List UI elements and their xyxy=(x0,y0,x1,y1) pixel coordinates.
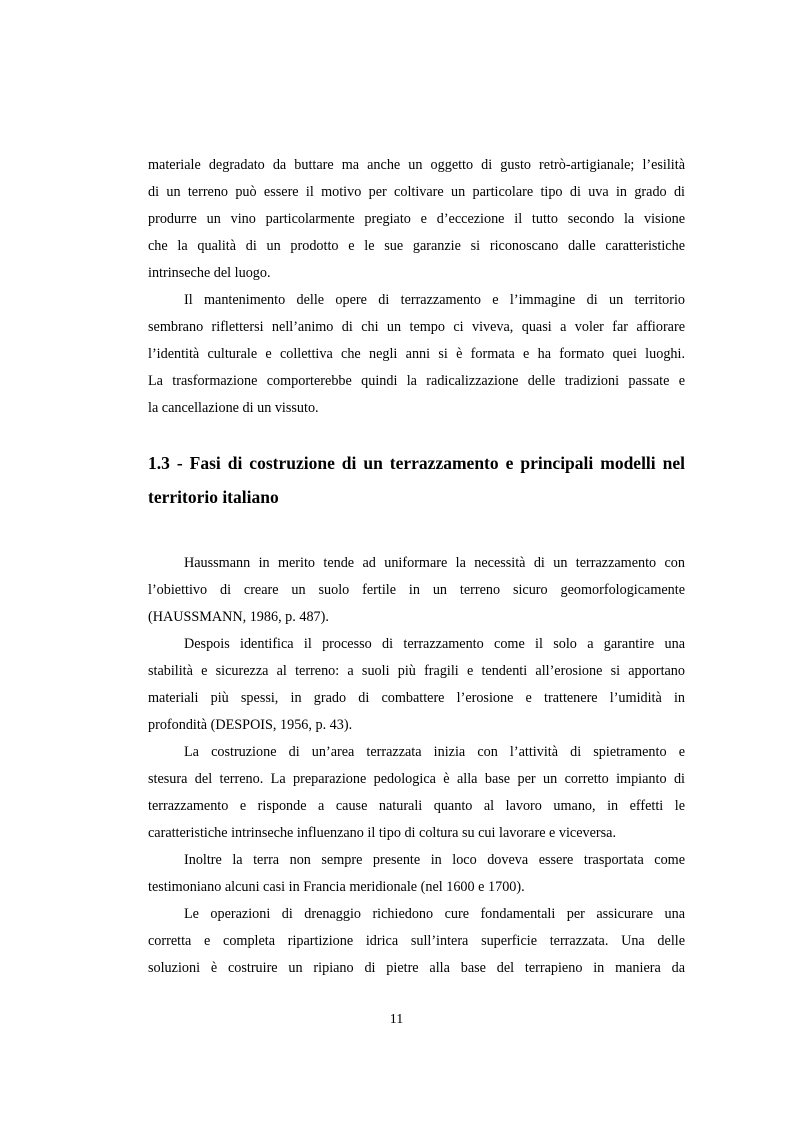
text-line: che la qualità di un prodotto e le sue garanzie si riconoscano dalle caratteristiche xyxy=(148,238,685,254)
spacer xyxy=(148,422,685,446)
heading-line: 1.3 - Fasi di costruzione di un terrazzamento e principali modelli nel xyxy=(148,453,685,473)
text-line: sembrano riflettersi nell’animo di chi un tempo ci viveva, quasi a voler far affiorare xyxy=(148,319,685,335)
text-line: profondità (DESPOIS, 1956, p. 43). xyxy=(148,717,353,733)
paragraph xyxy=(148,739,685,847)
text-line: intrinseche del luogo. xyxy=(148,265,271,281)
text-line: (HAUSSMANN, 1986, p. 487). xyxy=(148,609,329,625)
page-body xyxy=(148,152,685,982)
text-line: stabilità e sicurezza al terreno: a suoli più fragili e tendenti all’erosione si apportano xyxy=(148,663,685,679)
text-line: corretta e completa ripartizione idrica sull’intera superficie terrazzata. Una delle xyxy=(148,933,685,949)
page-number: 11 xyxy=(389,1012,404,1027)
text-line: produrre un vino particolarmente pregiato e d’eccezione il tutto secondo la visione xyxy=(148,211,685,227)
text-line: terrazzamento e risponde a cause naturali quanto al lavoro umano, in effetti le xyxy=(148,798,685,814)
text-line: la cancellazione di un vissuto. xyxy=(148,400,319,416)
text-line: l’identità culturale e collettiva che negli anni si è formata e ha formato quei luoghi. xyxy=(148,346,685,362)
spacer xyxy=(148,514,685,550)
paragraph xyxy=(148,901,685,982)
text-line: Haussmann in merito tende ad uniformare la necessità di un terrazzamento con xyxy=(184,555,685,571)
text-line: Il mantenimento delle opere di terrazzamento e l’immagine di un territorio xyxy=(184,292,685,308)
paragraph xyxy=(148,847,685,901)
text-line: l’obiettivo di creare un suolo fertile in un terreno sicuro geomorfologicamente xyxy=(148,582,685,598)
paragraph xyxy=(148,550,685,631)
text-line: materiale degradato da buttare ma anche un oggetto di gusto retrò-artigianale; l’esilità xyxy=(148,157,685,173)
text-line: soluzioni è costruire un ripiano di pietre alla base del terrapieno in maniera da xyxy=(148,960,685,976)
heading-line: territorio italiano xyxy=(148,487,279,507)
text-line: stesura del terreno. La preparazione pedologica è alla base per un corretto impianto di xyxy=(148,771,685,787)
paragraph xyxy=(148,152,685,287)
text-line: materiali più spessi, in grado di combattere l’erosione e trattenere l’umidità in xyxy=(148,690,685,706)
paragraph xyxy=(148,631,685,739)
text-line: caratteristiche intrinseche influenzano il tipo di coltura su cui lavorare e viceversa. xyxy=(148,825,616,841)
section-heading xyxy=(148,446,685,514)
text-line: La trasformazione comporterebbe quindi la radicalizzazione delle tradizioni passate e xyxy=(148,373,685,389)
text-line: di un terreno può essere il motivo per coltivare un particolare tipo di uva in grado di xyxy=(148,184,685,200)
text-line: Le operazioni di drenaggio richiedono cure fondamentali per assicurare una xyxy=(184,906,685,922)
text-line: La costruzione di un’area terrazzata inizia con l’attività di spietramento e xyxy=(184,744,685,760)
text-line: testimoniano alcuni casi in Francia meridionale (nel 1600 e 1700). xyxy=(148,879,525,895)
text-line: Inoltre la terra non sempre presente in loco doveva essere trasportata come xyxy=(184,852,685,868)
text-line: Despois identifica il processo di terrazzamento come il solo a garantire una xyxy=(184,636,685,652)
paragraph xyxy=(148,287,685,422)
